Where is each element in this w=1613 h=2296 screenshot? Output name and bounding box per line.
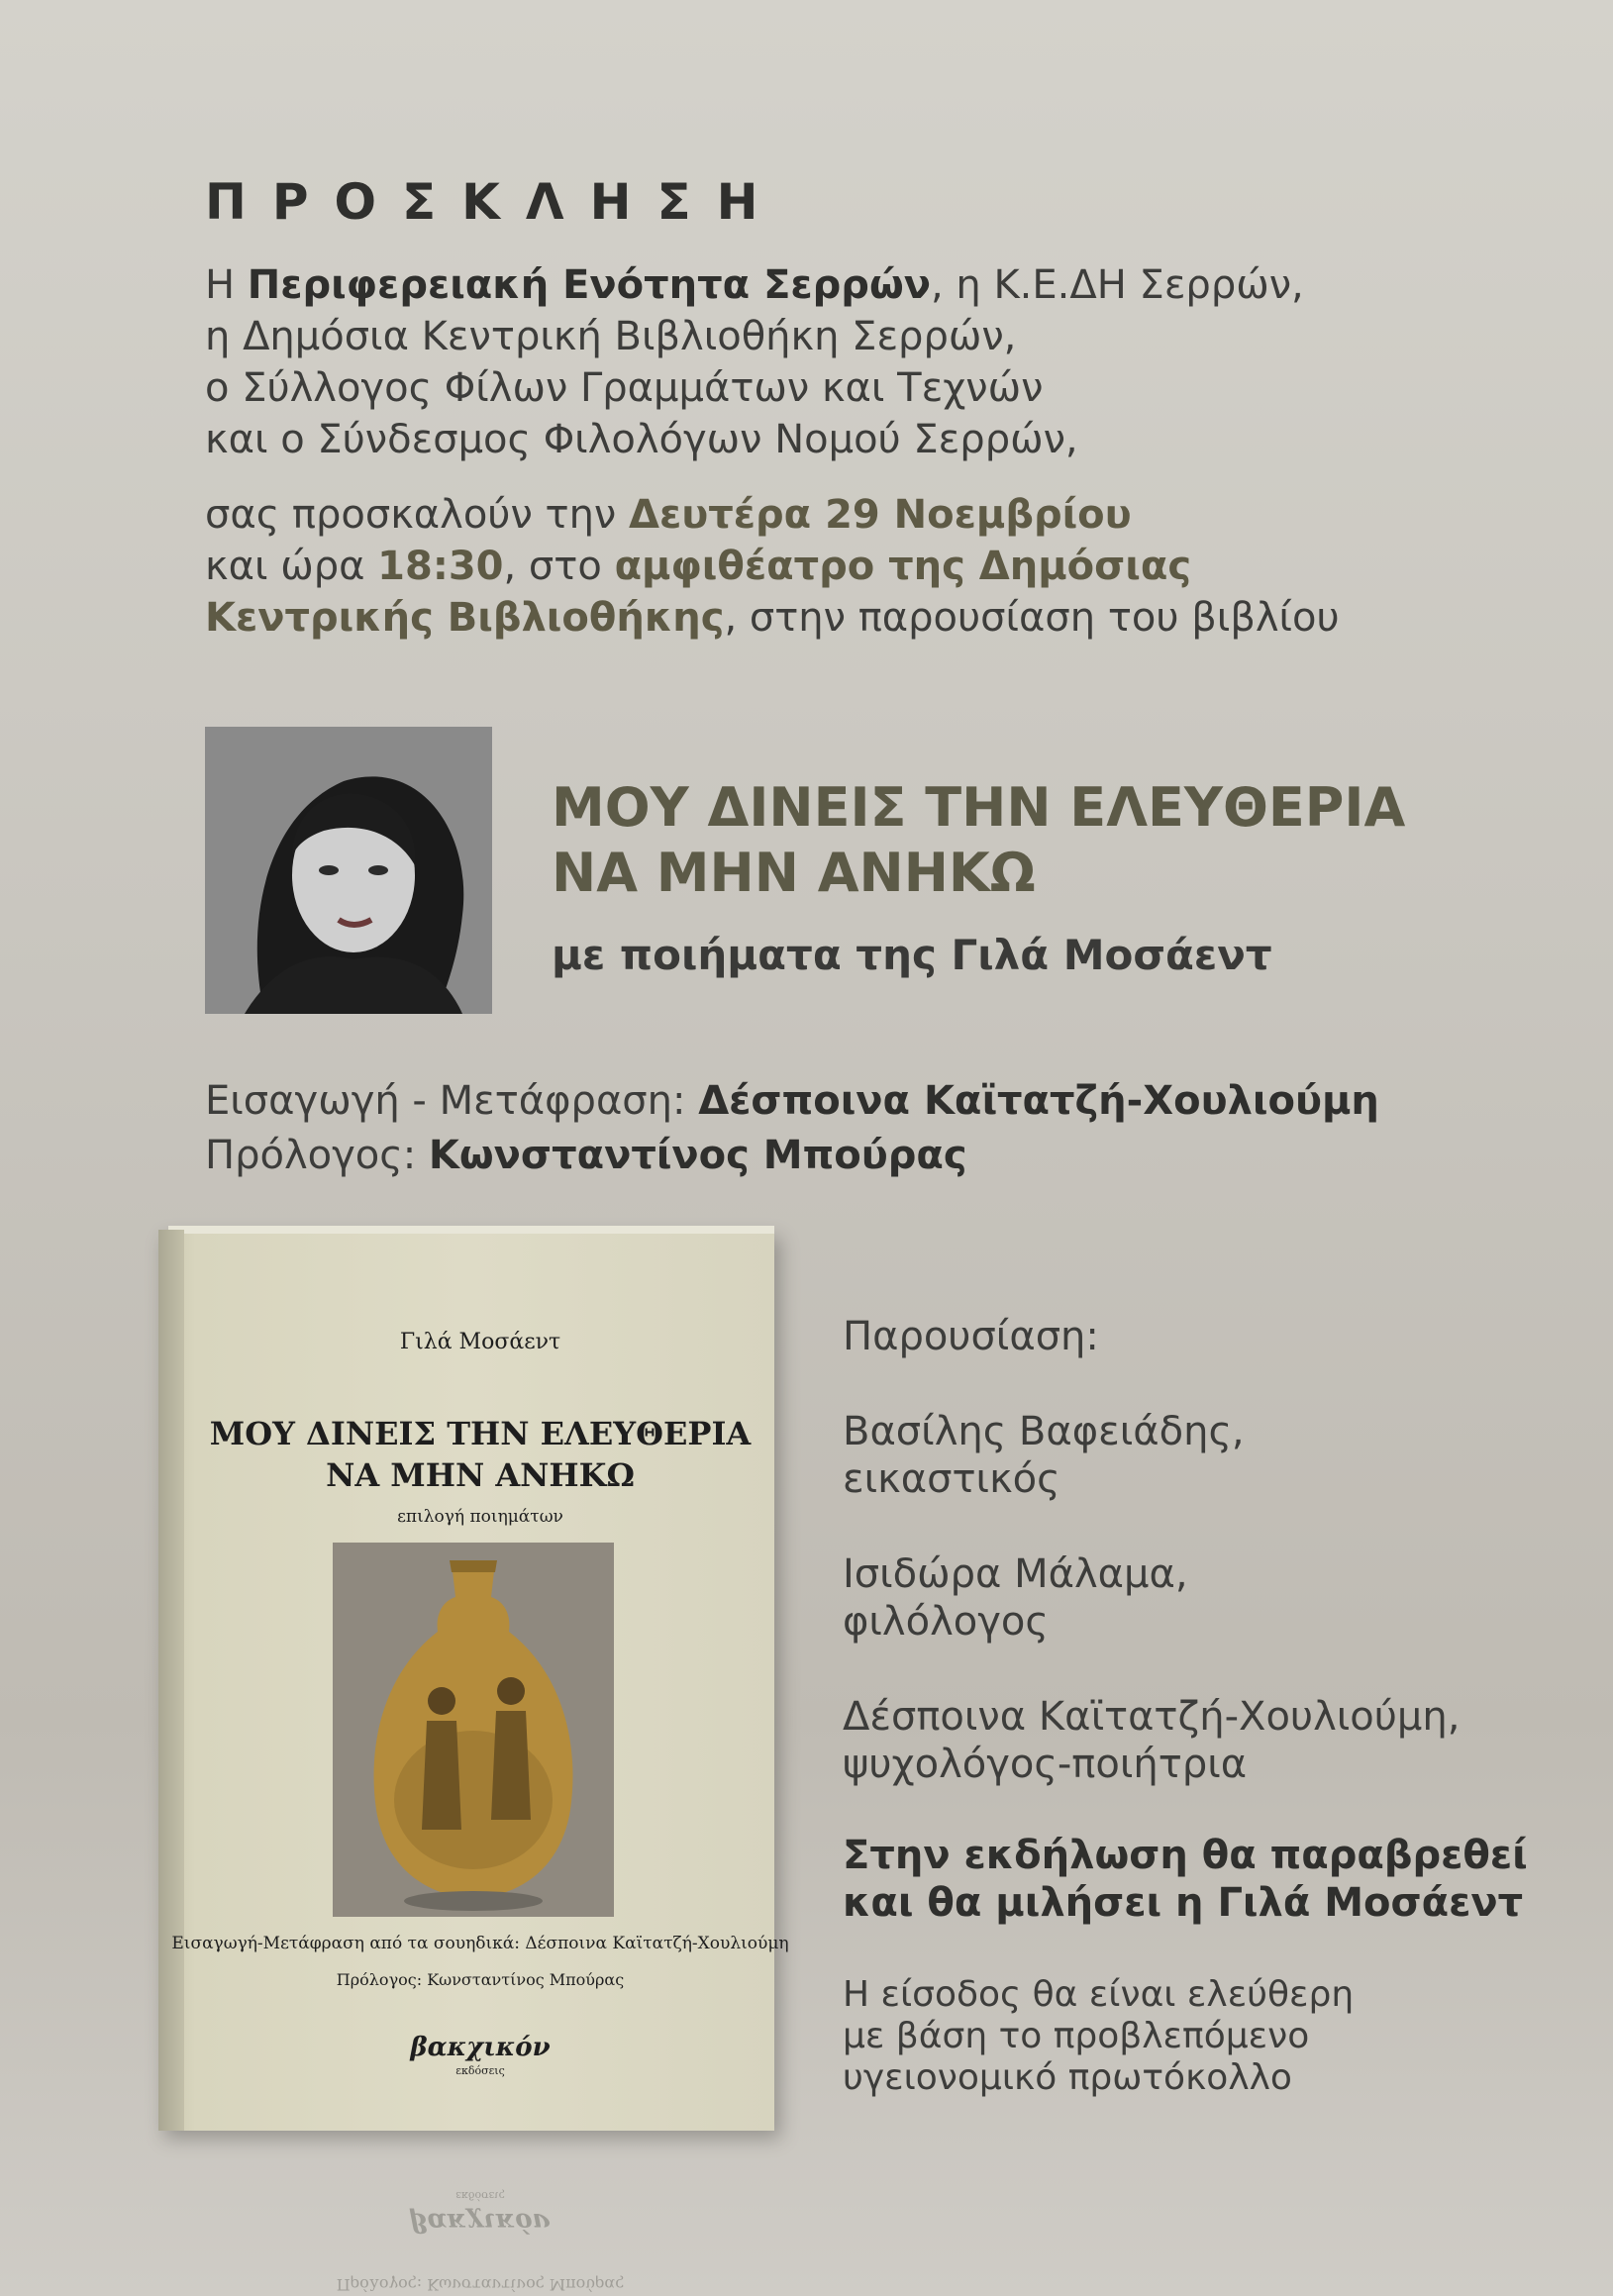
publisher-logo-sub: εκδόσεις bbox=[455, 2064, 505, 2077]
organizers-text bbox=[205, 259, 1472, 465]
cover-subtitle: επιλογή ποιημάτων bbox=[397, 1507, 563, 1527]
intro-text: Η bbox=[205, 262, 248, 308]
cover-translation-credit: Εισαγωγή-Μετάφραση από τα σουηδικά: Δέσποινα Καϊτατζή-Χουλιούμη bbox=[171, 1934, 789, 1953]
event-date: Δευτέρα 29 Νοεμβρίου bbox=[629, 492, 1132, 538]
cover-title-line1: ΜΟΥ ΔΙΝΕΙΣ ΤΗΝ ΕΛΕΥΘΕΡΙΑ bbox=[209, 1415, 752, 1452]
book-reflection bbox=[158, 2139, 802, 2296]
invite-text: και ώρα bbox=[205, 544, 378, 589]
presenter-name: Δέσποινα Καϊτατζή-Χουλιούμη, bbox=[843, 1694, 1461, 1740]
reflection-prologue: Πρόλογος: Κωνσταντίνος Μπούρας bbox=[336, 2275, 625, 2294]
credit-label: Εισαγωγή - Μετάφραση: bbox=[205, 1078, 699, 1124]
event-venue: αμφιθέατρο της Δημόσιας bbox=[614, 544, 1192, 589]
entry-line: υγειονομικό πρωτόκολλο bbox=[843, 2057, 1292, 2098]
book-top-edge bbox=[168, 1226, 774, 1234]
cover-title-line2: ΝΑ ΜΗΝ ΑΝΗΚΩ bbox=[326, 1456, 635, 1494]
book-title bbox=[552, 775, 1542, 906]
event-time: 18:30 bbox=[377, 544, 504, 589]
cover-author: Γιλά Μοσάεντ bbox=[399, 1330, 561, 1354]
organizer-library: η Δημόσια Κεντρική Βιβλιοθήκη Σερρών, bbox=[205, 314, 1017, 359]
vase-icon bbox=[333, 1543, 614, 1917]
book-title-line2: ΝΑ ΜΗΝ ΑΝΗΚΩ bbox=[552, 842, 1036, 904]
reflection-publisher: βακχικόν bbox=[410, 2207, 551, 2237]
presenter-role: φιλόλογος bbox=[843, 1599, 1049, 1645]
credits bbox=[205, 1074, 1379, 1183]
invite-text: , στην παρουσίαση του βιβλίου bbox=[724, 595, 1340, 641]
presenter-role: ψυχολόγος-ποιήτρια bbox=[843, 1742, 1248, 1787]
entry-line: με βάση το προβλεπόμενο bbox=[843, 2016, 1310, 2056]
book-spine bbox=[158, 1230, 184, 2131]
credit-label: Πρόλογος: bbox=[205, 1133, 429, 1178]
portrait-photo-icon bbox=[205, 727, 492, 1014]
invitation-details bbox=[205, 489, 1492, 644]
presenter-name: Ισιδώρα Μάλαμα, bbox=[843, 1551, 1188, 1597]
book-subtitle: με ποιήματα της Γιλά Μοσάεντ bbox=[552, 931, 1272, 979]
organizer-philologists: και ο Σύνδεσμος Φιλολόγων Νομού Σερρών, bbox=[205, 417, 1078, 462]
presentation-label: Παρουσίαση: bbox=[843, 1314, 1099, 1359]
prologue-author-name: Κωνσταντίνος Μπούρας bbox=[428, 1133, 967, 1178]
author-portrait bbox=[205, 727, 492, 1014]
invitation-heading: ΠΡΟΣΚΛΗΣΗ bbox=[205, 173, 784, 231]
invite-text: , στο bbox=[503, 544, 615, 589]
cover-title bbox=[158, 1413, 802, 1496]
entry-note bbox=[843, 1974, 1354, 2099]
presenter-name: Βασίλης Βαφειάδης, bbox=[843, 1409, 1245, 1454]
translator-name: Δέσποινα Καϊτατζή-Χουλιούμη bbox=[698, 1078, 1379, 1124]
cover-vase-image bbox=[333, 1543, 614, 1917]
presenter-role: εικαστικός bbox=[843, 1456, 1060, 1502]
book-title-line1: ΜΟΥ ΔΙΝΕΙΣ ΤΗΝ ΕΛΕΥΘΕΡΙΑ bbox=[552, 776, 1406, 839]
invite-text: σας προσκαλούν την bbox=[205, 492, 629, 538]
publisher-logo: βακχικόν bbox=[410, 2033, 551, 2062]
presenters bbox=[843, 1313, 1460, 1788]
closing-line: Στην εκδήλωση θα παραβρεθεί bbox=[843, 1833, 1528, 1878]
organizer-association: ο Σύλλογος Φίλων Γραμμάτων και Τεχνών bbox=[205, 365, 1044, 411]
author-attendance-note bbox=[843, 1832, 1528, 1927]
organizer-regional-unit: Περιφερειακή Ενότητα Σερρών bbox=[247, 262, 931, 308]
event-venue-cont: Κεντρικής Βιβλιοθήκης bbox=[205, 595, 725, 641]
cover-prologue-credit: Πρόλογος: Κωνσταντίνος Μπούρας bbox=[336, 1970, 625, 1989]
reflection-publisher-sub: εκδόσεις bbox=[455, 2189, 505, 2202]
entry-line: Η είσοδος θα είναι ελεύθερη bbox=[843, 1974, 1355, 2015]
intro-text: , η Κ.Ε.ΔΗ Σερρών, bbox=[930, 262, 1304, 308]
closing-line: και θα μιλήσει η Γιλά Μοσάεντ bbox=[843, 1880, 1524, 1926]
